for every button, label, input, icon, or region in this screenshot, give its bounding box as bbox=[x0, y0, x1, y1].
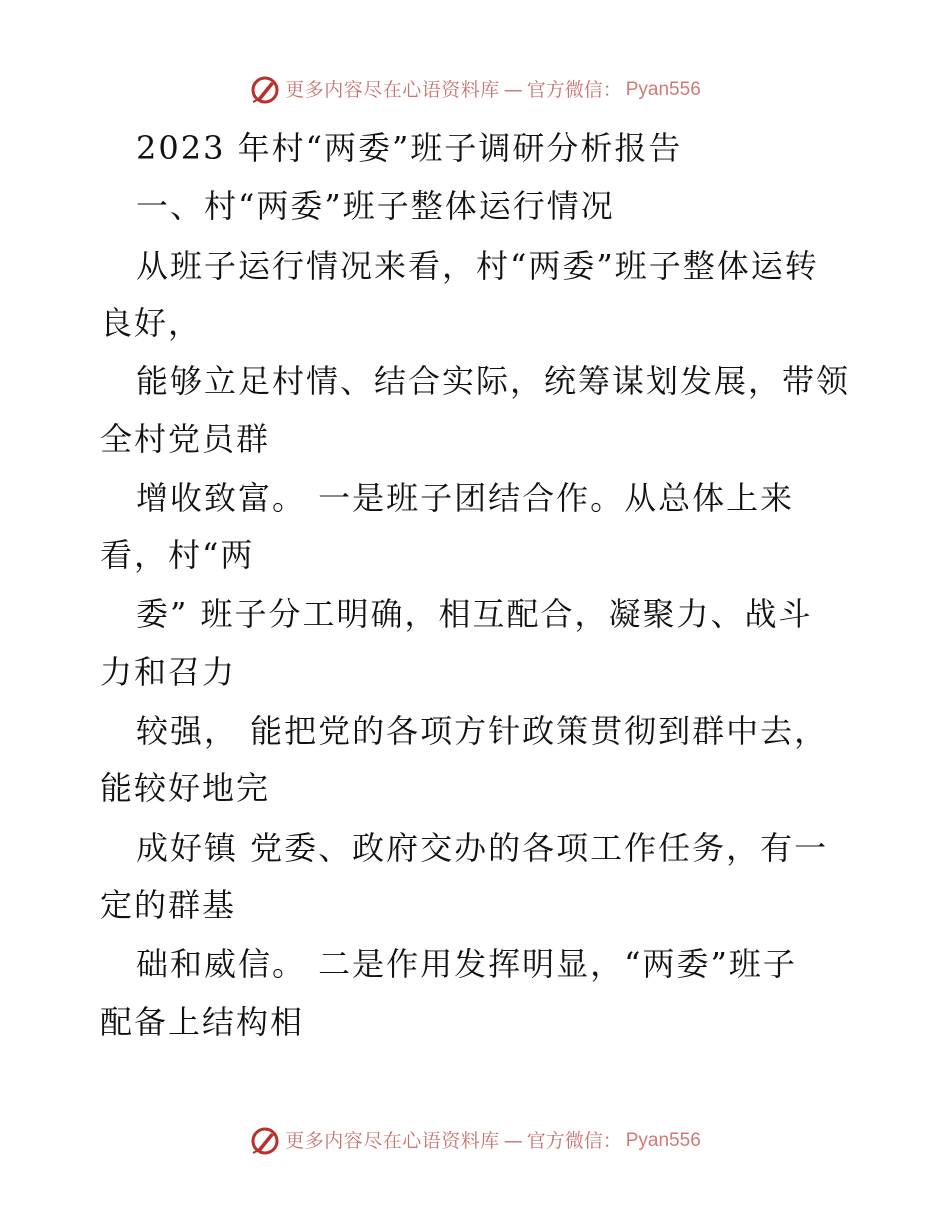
paragraph-line: 力和召力 bbox=[100, 653, 237, 691]
watermark-dash: — bbox=[503, 1130, 523, 1152]
paragraph-line: 增收致富。 一是班子团结合作。从总体上来 bbox=[136, 479, 795, 517]
document-title: 2023 年村“两委”班子调研分析报告 bbox=[136, 129, 683, 167]
paragraph-line: 能够立足村情、结合实际，统筹谋划发展，带领 bbox=[136, 362, 851, 400]
paragraph-line: 委” 班子分工明确，相互配合，凝聚力、战斗 bbox=[136, 595, 813, 633]
watermark-brand-text: 更多内容尽在心语资料库 bbox=[285, 79, 500, 101]
paragraph-line: 较强， 能把党的各项方针政策贯彻到群中去， bbox=[136, 712, 829, 750]
pen-feather-circle-icon bbox=[249, 74, 281, 106]
paragraph-line: 配备上结构相 bbox=[100, 1003, 305, 1041]
watermark-dash: — bbox=[503, 79, 523, 101]
watermark-contact-label: 官方微信： bbox=[526, 79, 622, 101]
paragraph-line: 成好镇 党委、政府交办的各项工作任务，有一 bbox=[136, 829, 829, 867]
paragraph-line: 良好， bbox=[100, 304, 203, 342]
watermark-contact-id: Pyan556 bbox=[625, 79, 701, 100]
watermark-contact-label: 官方微信： bbox=[526, 1130, 622, 1152]
footer-watermark bbox=[0, 1125, 950, 1157]
paragraph-line: 看，村“两 bbox=[100, 536, 255, 574]
watermark-brand-text: 更多内容尽在心语资料库 bbox=[285, 1130, 500, 1152]
pen-feather-circle-icon bbox=[249, 1125, 281, 1157]
paragraph-line: 全村党员群 bbox=[100, 420, 271, 458]
paragraph-line: 础和威信。 二是作用发挥明显，“两委”班子 bbox=[136, 945, 797, 983]
paragraph-line: 能较好地完 bbox=[100, 769, 271, 807]
watermark-contact-id: Pyan556 bbox=[625, 1130, 701, 1151]
header-watermark bbox=[0, 74, 950, 106]
paragraph-line: 定的群基 bbox=[100, 886, 237, 924]
paragraph-line: 从班子运行情况来看，村“两委”班子整体运转 bbox=[136, 247, 819, 285]
section-heading: 一、村“两委”班子整体运行情况 bbox=[136, 187, 615, 225]
